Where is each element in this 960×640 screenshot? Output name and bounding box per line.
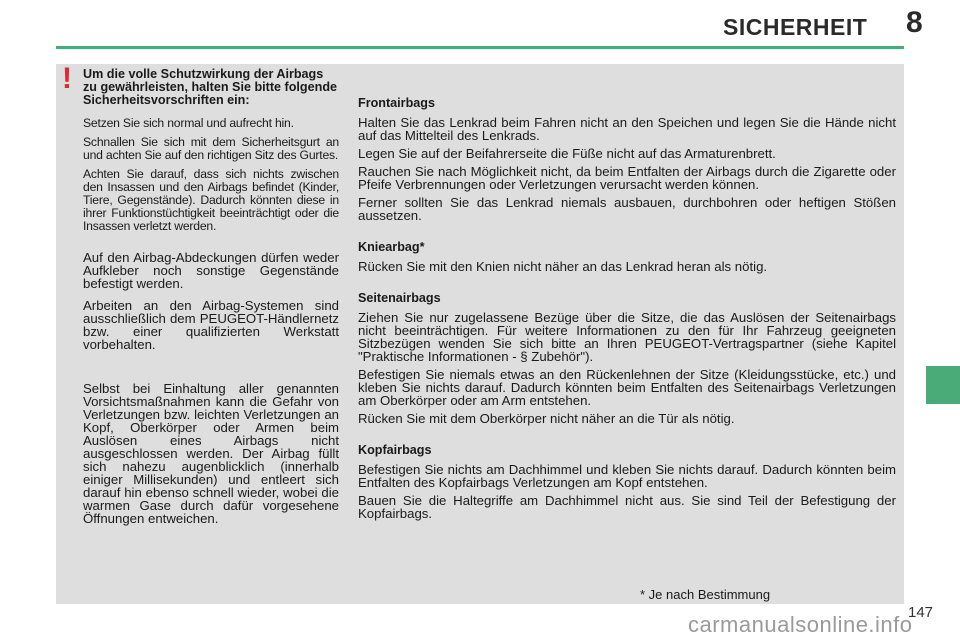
section-heading: Kopfairbags — [358, 443, 432, 457]
warning-paragraph: Auf den Airbag-Abdeckungen dürfen weder Aufkleber noch sonstige Gegenstände befestigt werden. — [83, 250, 339, 291]
section-heading: Frontairbags — [358, 96, 435, 110]
warning-exclamation-icon: ! — [62, 62, 72, 95]
airbag-sections-column — [358, 96, 896, 538]
warning-paragraph: Arbeiten an den Airbag-Systemen sind ausschließlich dem PEUGEOT-Händlernetz bzw. einer qualifizierten Werkstatt vorbehalten. — [83, 298, 339, 352]
section-paragraph: Halten Sie das Lenkrad beim Fahren nicht an den Speichen und legen Sie die Hände nicht auf das Mittelteil des Lenkrads. — [358, 115, 896, 143]
section-paragraph: Ferner sollten Sie das Lenkrad niemals ausbauen, durchbohren oder heftigen Stößen aussetzen. — [358, 195, 896, 223]
warning-title: Um die volle Schutzwirkung der Airbags zu gewährleisten, halten Sie bitte folgende Sicherheitsvorschriften ein: — [83, 67, 338, 107]
section-heading: Seitenairbags — [358, 291, 441, 305]
section-paragraph: Rücken Sie mit den Knien nicht näher an das Lenkrad heran als nötig. — [358, 259, 768, 274]
section-paragraph: Rauchen Sie nach Möglichkeit nicht, da beim Entfalten der Airbags durch die Zigarette oder Pfeife Verbrennungen oder Verletzungen verursacht werden können. — [358, 164, 896, 192]
warning-paragraph: Selbst bei Einhaltung aller genannten Vorsichtsmaßnahmen kann die Gefahr von Verletzungen bzw. leichten Verletzungen an Kopf, Oberkörper oder Armen beim Auslösen eines Airbags nicht ausgeschlossen werden. Der Airbag füllt sich nahezu augenblicklich (innerhalb einiger Millisekunden) und entleert sich darauf hin ebenso schnell wieder, wobei die warmen Gase durch dafür vorgesehene Öffnungen entweichen. — [83, 381, 339, 526]
knee-airbag-section — [358, 240, 896, 273]
page-title: SICHERHEIT — [723, 14, 868, 40]
section-paragraph: Rücken Sie mit dem Oberkörper nicht näher an die Tür als nötig. — [358, 411, 735, 426]
watermark: carmanualsonline.info — [688, 612, 913, 637]
chapter-number: 8 — [906, 6, 923, 39]
section-paragraph: Befestigen Sie niemals etwas an den Rückenlehnen der Sitze (Kleidungsstücke, etc.) und kleben Sie nichts darauf. Dadurch könnten beim Entfalten des Seitenairbags Verletzungen am Oberkörper oder am Arm entstehen. — [358, 367, 896, 408]
section-heading: Kniearbag* — [358, 240, 425, 254]
section-paragraph: Ziehen Sie nur zugelassene Bezüge über die Sitze, die das Auslösen der Seitenairbags nicht beeinträchtigen. Für weitere Informationen zu den für Ihr Fahrzeug geeigneten Sitzbezügen wenden Sie sich bitte an Ihren PEUGEOT-Vertragspartner (siehe Kapitel "Praktische Informationen - § Zubehör"). — [358, 310, 896, 364]
section-paragraph: Legen Sie auf der Beifahrerseite die Füße nicht auf das Armaturenbrett. — [358, 146, 776, 161]
warning-column — [83, 68, 339, 534]
footnote: * Je nach Bestimmung — [640, 587, 771, 602]
warning-paragraph: Setzen Sie sich normal und aufrecht hin. — [83, 116, 294, 130]
section-paragraph: Befestigen Sie nichts am Dachhimmel und kleben Sie nichts darauf. Dadurch könnten beim Entfalten des Kopfairbags Verletzungen am Kopf entstehen. — [358, 462, 896, 490]
header-divider — [56, 46, 904, 49]
head-airbags-section — [358, 443, 896, 520]
side-airbags-section — [358, 291, 896, 425]
warning-paragraph: Schnallen Sie sich mit dem Sicherheitsgurt an und achten Sie auf den richtigen Sitz des Gurtes. — [83, 135, 339, 162]
warning-paragraph: Achten Sie darauf, dass sich nichts zwischen den Insassen und den Airbags befindet (Kinder, Tiere, Gegenstände). Dadurch könnten diese in ihrer Funktionstüchtigkeit beeinträchtigt oder die Insassen verletzt werden. — [83, 167, 339, 233]
section-paragraph: Bauen Sie die Haltegriffe am Dachhimmel nicht aus. Sie sind Teil der Befestigung der Kopfairbags. — [358, 493, 896, 521]
chapter-tab-marker — [926, 366, 960, 404]
front-airbags-section — [358, 96, 896, 222]
page-number: 147 — [908, 604, 934, 621]
